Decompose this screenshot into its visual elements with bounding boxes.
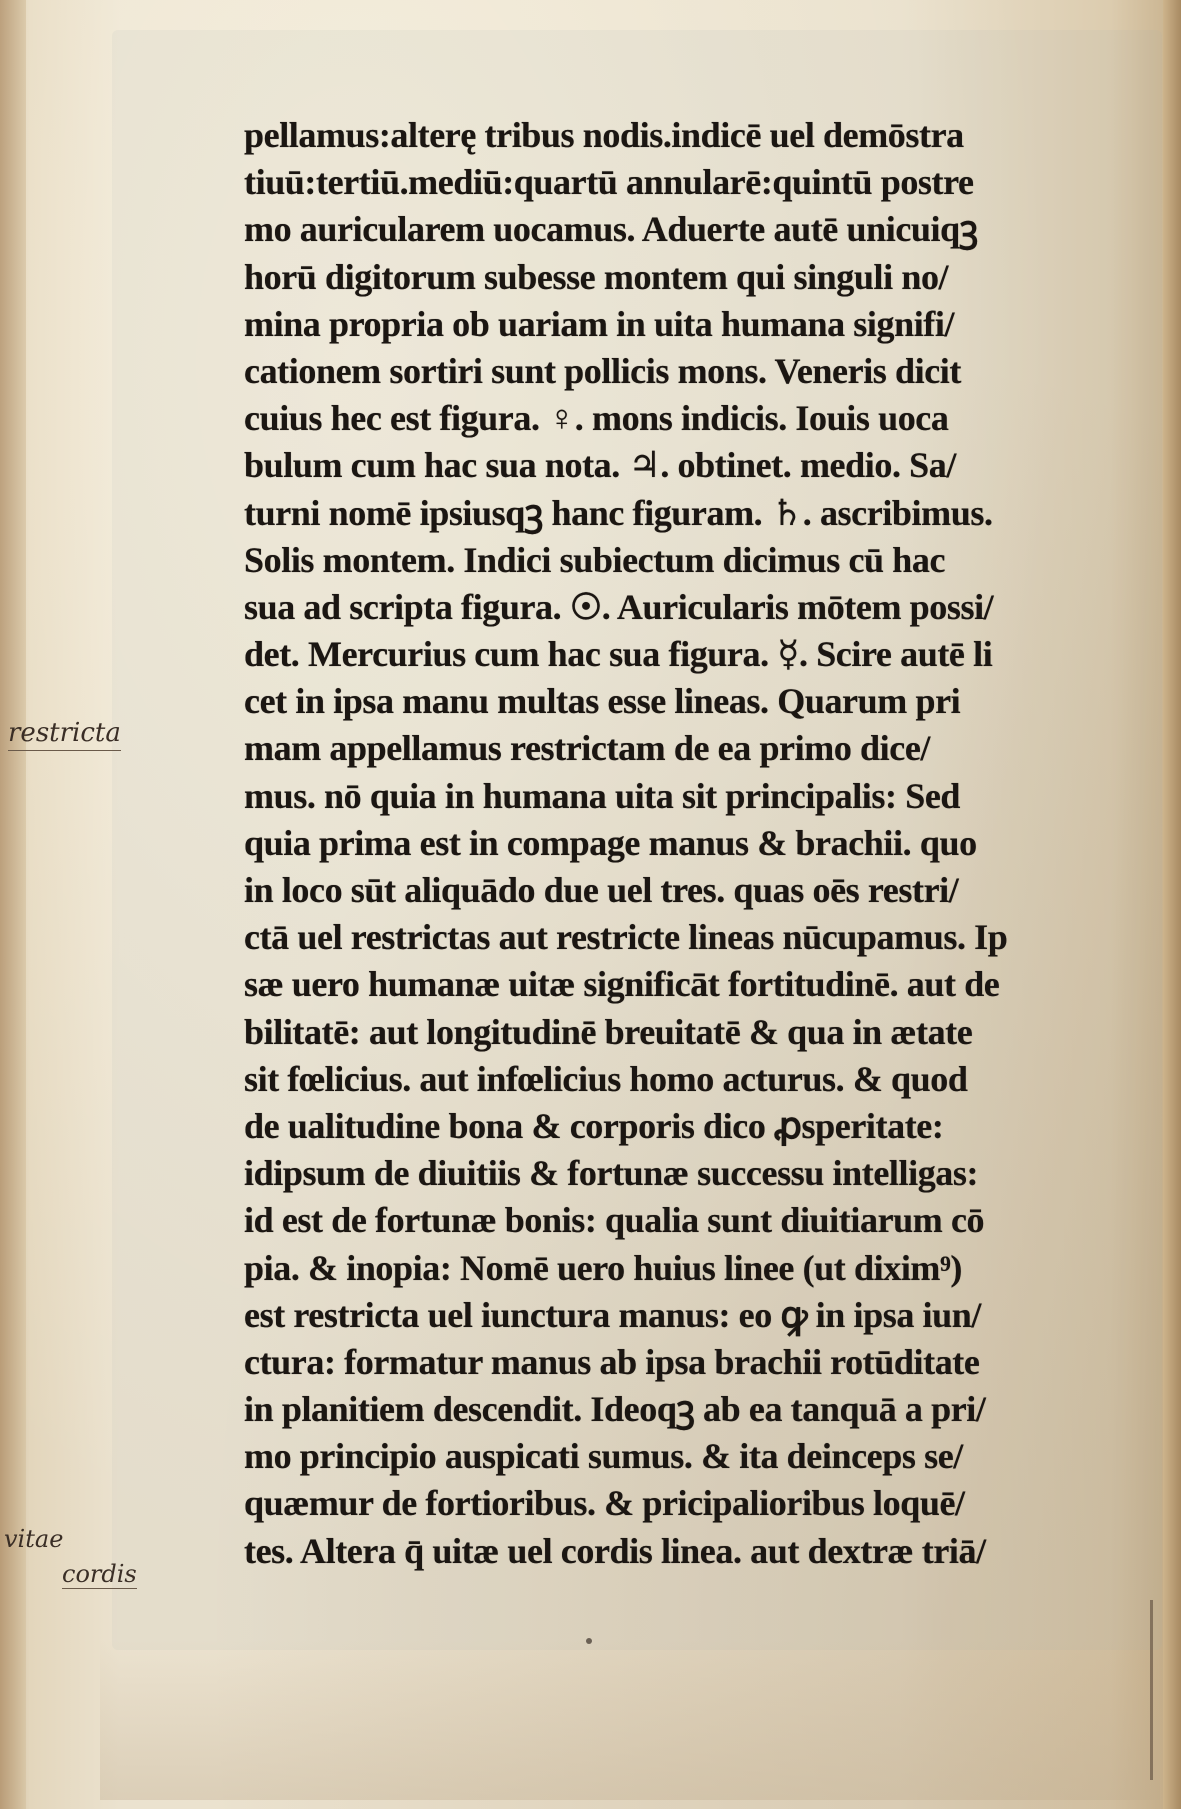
text-line: quæmur de fortioribus. & pricipalioribus loquē/	[244, 1483, 965, 1524]
page-right-edge	[1163, 0, 1181, 1809]
margin-note-cordis: cordis	[62, 1560, 137, 1588]
text-line: Solis montem. Indici subiectum dicimus cū hac	[244, 539, 946, 580]
text-line: mo auricularem uocamus. Aduerte autē unicuiqꝫ	[244, 209, 978, 250]
text-line: sæ uero humanæ uitæ significāt fortitudinē. aut de	[244, 964, 1000, 1005]
text-line: est restricta uel iunctura manus: eo ꝙ in ipsa iun/	[244, 1294, 981, 1335]
printed-text-block	[244, 112, 1150, 1575]
text-line: in loco sūt aliquādo due uel tres. quas oēs restri/	[244, 870, 959, 910]
text-line: cet in ipsa manu multas esse lineas. Quarum pri	[244, 681, 961, 722]
text-line: bilitatē: aut longitudinē breuitatē & qua in ætate	[244, 1011, 973, 1052]
binding-line	[1150, 1600, 1153, 1780]
margin-note-restricta: restricta	[8, 718, 121, 751]
text-line: mus. nō quia in humana uita sit principalis: Sed	[244, 775, 961, 816]
text-line: mina propria ob uariam in uita humana signifi/	[244, 303, 955, 344]
text-line: tes. Altera q̄ uitæ uel cordis linea. aut dextræ triā/	[244, 1530, 986, 1571]
ink-dot	[586, 1638, 592, 1644]
text-line: ctura: formatur manus ab ipsa brachii rotūditate	[244, 1341, 980, 1382]
text-line: det. Mercurius cum hac sua figura. ☿. Scire autē li	[244, 634, 993, 675]
text-line: turni nomē ipsiusqꝫ hanc figuram. ♄. ascribimus.	[244, 492, 993, 533]
text-line: sua ad scripta figura. ☉. Auricularis mōtem possi/	[244, 586, 994, 627]
text-line: mam appellamus restrictam de ea primo dice/	[244, 728, 931, 769]
bottom-smudge	[100, 1640, 1160, 1800]
text-line: mo principio auspicati sumus. & ita deinceps se/	[244, 1436, 963, 1477]
text-line: pia. & inopia: Nomē uero huius linee (ut dixim⁹)	[244, 1247, 962, 1288]
text-line: tiuū:tertiū.mediū:quartū annularē:quintū postre	[244, 162, 974, 203]
text-line: in planitiem descendit. Ideoqꝫ ab ea tanquā a pri/	[244, 1389, 986, 1430]
text-line: bulum cum hac sua nota. ♃. obtinet. medio. Sa/	[244, 445, 956, 486]
text-line: quia prima est in compage manus & brachii. quo	[244, 822, 977, 863]
text-line: id est de fortunæ bonis: qualia sunt diuitiarum cō	[244, 1200, 985, 1241]
text-line: de ualitudine bona & corporis dico ꝓsperitate:	[244, 1105, 944, 1146]
text-line: cationem sortiri sunt pollicis mons. Veneris dicit	[244, 350, 961, 391]
text-line: horū digitorum subesse montem qui singuli no/	[244, 256, 949, 297]
text-line: idipsum de diuitiis & fortunæ successu intelligas:	[244, 1153, 979, 1194]
text-line: sit fœlicius. aut infœlicius homo acturus. & quod	[244, 1058, 968, 1099]
text-line: cuius hec est figura. ♀. mons indicis. Iouis uoca	[244, 398, 949, 439]
text-line: pellamus:alterę tribus nodis.indicē uel demōstra	[244, 115, 964, 155]
text-line: ctā uel restrictas aut restricte lineas nūcupamus. Ip	[244, 917, 1008, 958]
margin-note-vitae: vitae	[4, 1525, 64, 1553]
